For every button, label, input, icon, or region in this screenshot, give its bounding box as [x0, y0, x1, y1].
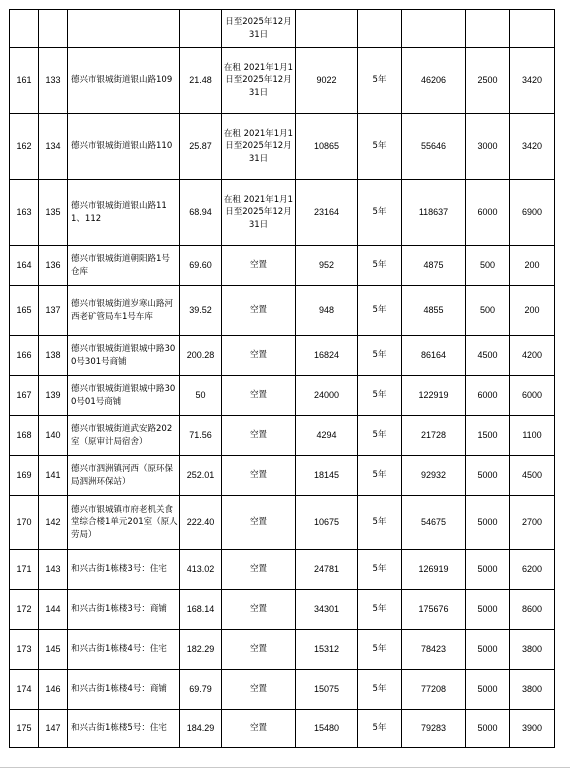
cell-seq: 169	[10, 456, 39, 496]
cell-deposit: 5000	[466, 590, 510, 630]
cell-area: 252.01	[180, 456, 222, 496]
cell-area: 413.02	[180, 550, 222, 590]
cell-address: 德兴市银城街道银山路109	[68, 48, 180, 114]
cell-deposit: 5000	[466, 496, 510, 550]
cell-total: 78423	[402, 630, 466, 670]
cell-seq: 173	[10, 630, 39, 670]
cell-seq: 166	[10, 336, 39, 376]
cell-total: 92932	[402, 456, 466, 496]
table-row	[10, 456, 555, 496]
table-row	[10, 114, 555, 180]
cell-deposit: 500	[466, 246, 510, 286]
cell-seq: 171	[10, 550, 39, 590]
table-row	[10, 590, 555, 630]
cell-deposit: 6000	[466, 376, 510, 416]
table-row	[10, 336, 555, 376]
cell-no: 144	[39, 590, 68, 630]
cell-status: 在租 2021年1月1日至2025年12月31日	[222, 48, 296, 114]
cell-increment: 1100	[510, 416, 555, 456]
cell-total: 55646	[402, 114, 466, 180]
cell-address: 德兴市银城街道武安路202室（原审计局宿舍）	[68, 416, 180, 456]
cell-area	[180, 10, 222, 48]
cell-increment: 6000	[510, 376, 555, 416]
table-row	[10, 496, 555, 550]
cell-status: 空置	[222, 456, 296, 496]
cell-rent: 952	[296, 246, 358, 286]
table-row	[10, 710, 555, 748]
cell-period: 5年	[358, 670, 402, 710]
cell-period: 5年	[358, 550, 402, 590]
cell-deposit: 5000	[466, 710, 510, 748]
cell-seq: 163	[10, 180, 39, 246]
cell-area: 71.56	[180, 416, 222, 456]
cell-no: 135	[39, 180, 68, 246]
cell-status: 空置	[222, 336, 296, 376]
cell-increment: 200	[510, 246, 555, 286]
cell-no: 143	[39, 550, 68, 590]
cell-rent: 4294	[296, 416, 358, 456]
cell-no: 142	[39, 496, 68, 550]
cell-seq: 172	[10, 590, 39, 630]
cell-total: 175676	[402, 590, 466, 630]
cell-status: 空置	[222, 630, 296, 670]
cell-period: 5年	[358, 416, 402, 456]
cell-rent: 34301	[296, 590, 358, 630]
cell-period: 5年	[358, 286, 402, 336]
cell-address: 德兴市银城镇市府老机关食堂综合楼1单元201室（原人劳局）	[68, 496, 180, 550]
cell-total: 118637	[402, 180, 466, 246]
cell-no: 136	[39, 246, 68, 286]
cell-address: 德兴市银城街道银城中路300号01号商铺	[68, 376, 180, 416]
cell-period: 5年	[358, 496, 402, 550]
cell-area: 69.60	[180, 246, 222, 286]
cell-period: 5年	[358, 180, 402, 246]
cell-no: 140	[39, 416, 68, 456]
table-row	[10, 550, 555, 590]
cell-increment: 3800	[510, 630, 555, 670]
cell-period: 5年	[358, 48, 402, 114]
cell-no: 137	[39, 286, 68, 336]
table-row	[10, 286, 555, 336]
cell-deposit: 4500	[466, 336, 510, 376]
cell-period: 5年	[358, 630, 402, 670]
cell-period: 5年	[358, 590, 402, 630]
cell-total: 4875	[402, 246, 466, 286]
cell-seq: 164	[10, 246, 39, 286]
cell-address: 德兴市银城街道朝阳路1号仓库	[68, 246, 180, 286]
cell-deposit: 500	[466, 286, 510, 336]
cell-rent: 10675	[296, 496, 358, 550]
cell-status: 在租 2021年1月1日至2025年12月31日	[222, 114, 296, 180]
cell-area: 68.94	[180, 180, 222, 246]
cell-address: 德兴市银城街道岁寒山路河西老矿管局车1号车库	[68, 286, 180, 336]
cell-address	[68, 10, 180, 48]
cell-area: 222.40	[180, 496, 222, 550]
cell-status: 空置	[222, 246, 296, 286]
property-lease-table	[9, 9, 555, 748]
cell-deposit: 1500	[466, 416, 510, 456]
cell-seq: 162	[10, 114, 39, 180]
cell-period: 5年	[358, 246, 402, 286]
cell-total: 21728	[402, 416, 466, 456]
cell-address: 德兴市银城街道银城中路300号301号商铺	[68, 336, 180, 376]
cell-area: 69.79	[180, 670, 222, 710]
cell-status: 空置	[222, 710, 296, 748]
cell-address: 德兴市银城街道银山路110	[68, 114, 180, 180]
cell-period: 5年	[358, 336, 402, 376]
cell-no: 134	[39, 114, 68, 180]
cell-rent: 9022	[296, 48, 358, 114]
cell-rent: 18145	[296, 456, 358, 496]
cell-status: 空置	[222, 496, 296, 550]
cell-status: 空置	[222, 670, 296, 710]
cell-rent: 15075	[296, 670, 358, 710]
cell-address: 和兴古街1栋楼4号：商铺	[68, 670, 180, 710]
cell-total: 54675	[402, 496, 466, 550]
cell-deposit: 5000	[466, 630, 510, 670]
cell-address: 和兴古街1栋楼3号：住宅	[68, 550, 180, 590]
cell-address: 和兴古街1栋楼3号：商铺	[68, 590, 180, 630]
cell-no: 146	[39, 670, 68, 710]
cell-increment: 6900	[510, 180, 555, 246]
cell-seq: 161	[10, 48, 39, 114]
cell-area: 168.14	[180, 590, 222, 630]
cell-total: 79283	[402, 710, 466, 748]
cell-status: 空置	[222, 416, 296, 456]
cell-seq: 170	[10, 496, 39, 550]
cell-deposit	[466, 10, 510, 48]
cell-rent: 16824	[296, 336, 358, 376]
cell-deposit: 5000	[466, 456, 510, 496]
cell-increment: 3420	[510, 114, 555, 180]
cell-deposit: 5000	[466, 670, 510, 710]
cell-total: 4855	[402, 286, 466, 336]
cell-area: 25.87	[180, 114, 222, 180]
cell-address: 德兴市银城街道银山路111、112	[68, 180, 180, 246]
cell-period	[358, 10, 402, 48]
cell-seq	[10, 10, 39, 48]
cell-no: 133	[39, 48, 68, 114]
cell-address: 德兴市泗洲镇河西（原环保局泗洲环保站）	[68, 456, 180, 496]
table-row	[10, 48, 555, 114]
cell-total: 86164	[402, 336, 466, 376]
cell-no: 138	[39, 336, 68, 376]
table-row	[10, 630, 555, 670]
cell-increment: 4200	[510, 336, 555, 376]
cell-seq: 165	[10, 286, 39, 336]
cell-increment: 3900	[510, 710, 555, 748]
cell-status: 空置	[222, 590, 296, 630]
cell-rent: 23164	[296, 180, 358, 246]
cell-increment	[510, 10, 555, 48]
cell-status: 日至2025年12月31日	[222, 10, 296, 48]
cell-increment: 6200	[510, 550, 555, 590]
cell-increment: 3420	[510, 48, 555, 114]
cell-seq: 168	[10, 416, 39, 456]
cell-deposit: 5000	[466, 550, 510, 590]
page-bottom-rule	[0, 767, 570, 768]
cell-address: 和兴古街1栋楼4号：住宅	[68, 630, 180, 670]
cell-area: 184.29	[180, 710, 222, 748]
cell-rent: 24000	[296, 376, 358, 416]
cell-area: 200.28	[180, 336, 222, 376]
cell-period: 5年	[358, 114, 402, 180]
cell-rent: 948	[296, 286, 358, 336]
cell-no: 139	[39, 376, 68, 416]
cell-total	[402, 10, 466, 48]
cell-total: 126919	[402, 550, 466, 590]
cell-deposit: 6000	[466, 180, 510, 246]
cell-increment: 8600	[510, 590, 555, 630]
cell-increment: 200	[510, 286, 555, 336]
cell-no	[39, 10, 68, 48]
cell-status: 空置	[222, 550, 296, 590]
cell-period: 5年	[358, 710, 402, 748]
cell-area: 182.29	[180, 630, 222, 670]
cell-no: 145	[39, 630, 68, 670]
cell-period: 5年	[358, 456, 402, 496]
cell-total: 122919	[402, 376, 466, 416]
cell-seq: 174	[10, 670, 39, 710]
cell-seq: 167	[10, 376, 39, 416]
table-row	[10, 180, 555, 246]
cell-status: 在租 2021年1月1日至2025年12月31日	[222, 180, 296, 246]
cell-area: 21.48	[180, 48, 222, 114]
cell-rent: 24781	[296, 550, 358, 590]
cell-increment: 2700	[510, 496, 555, 550]
cell-rent: 15312	[296, 630, 358, 670]
cell-seq: 175	[10, 710, 39, 748]
cell-total: 77208	[402, 670, 466, 710]
cell-total: 46206	[402, 48, 466, 114]
cell-period: 5年	[358, 376, 402, 416]
cell-area: 39.52	[180, 286, 222, 336]
table-row	[10, 670, 555, 710]
cell-area: 50	[180, 376, 222, 416]
cell-no: 141	[39, 456, 68, 496]
cell-increment: 4500	[510, 456, 555, 496]
cell-deposit: 2500	[466, 48, 510, 114]
cell-status: 空置	[222, 286, 296, 336]
table-row	[10, 376, 555, 416]
cell-increment: 3800	[510, 670, 555, 710]
table-body	[10, 10, 555, 748]
cell-rent: 15480	[296, 710, 358, 748]
cell-rent	[296, 10, 358, 48]
cell-status: 空置	[222, 376, 296, 416]
cell-address: 和兴古街1栋楼5号：住宅	[68, 710, 180, 748]
table-row	[10, 246, 555, 286]
table-row-partial	[10, 10, 555, 48]
cell-no: 147	[39, 710, 68, 748]
table-row	[10, 416, 555, 456]
cell-rent: 10865	[296, 114, 358, 180]
cell-deposit: 3000	[466, 114, 510, 180]
